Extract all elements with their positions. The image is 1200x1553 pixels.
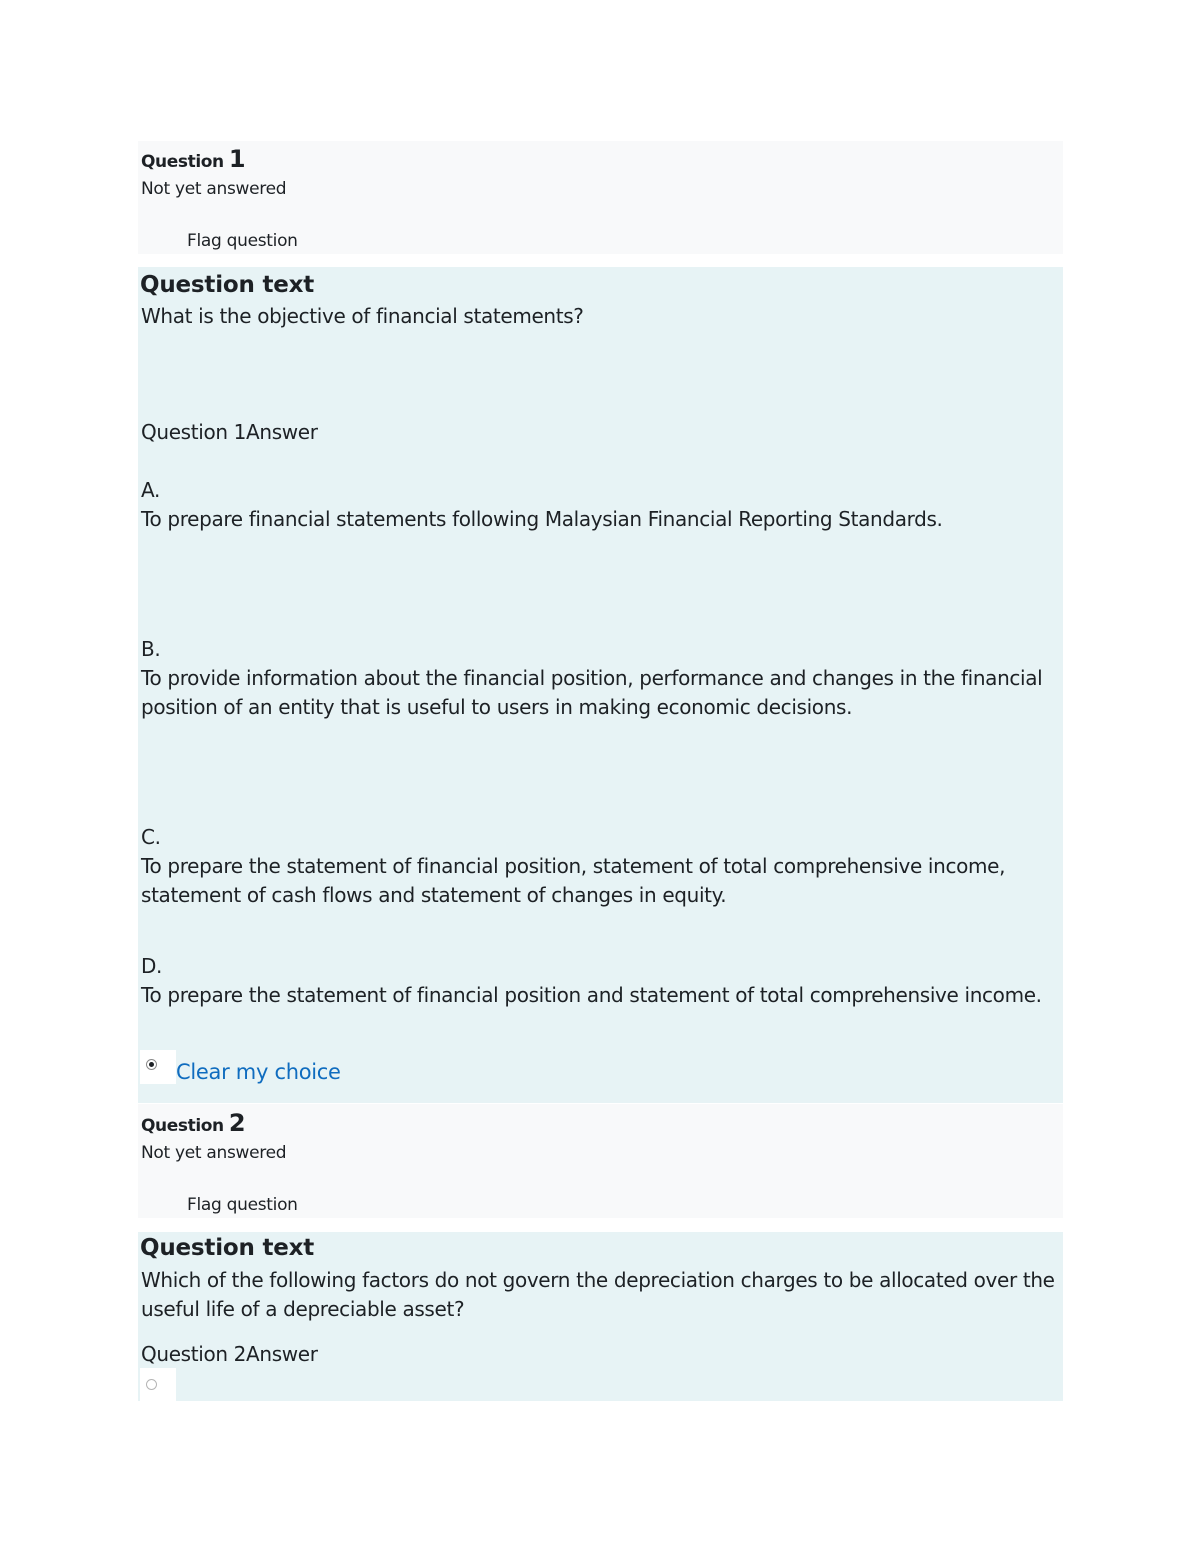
clear-choice-radio-box: [140, 1050, 176, 1084]
clear-my-choice-link[interactable]: Clear my choice: [176, 1060, 341, 1084]
option-d-text[interactable]: To prepare the statement of financial position and statement of total comprehensive income.: [141, 983, 1042, 1007]
option-a-text[interactable]: To prepare financial statements following Malaysian Financial Reporting Standards.: [141, 507, 943, 531]
question-2-state: Not yet answered: [141, 1143, 287, 1163]
question-1-number: 1: [228, 145, 246, 173]
question-1-answer-label: Question 1Answer: [141, 420, 318, 444]
question-1-flag-button[interactable]: Flag question: [187, 231, 298, 251]
question-2-label: Question: [141, 1116, 224, 1136]
option-a-letter: A.: [141, 478, 160, 502]
option-c-text[interactable]: To prepare the statement of financial position, statement of total comprehensive income, statement of cash flows and statement of changes in equity.: [141, 854, 1006, 907]
question-1-title: [141, 145, 245, 173]
question-1-label: Question: [141, 152, 224, 172]
question-2-option-radio[interactable]: [146, 1379, 157, 1390]
question-2-radio-box: [140, 1368, 176, 1401]
question-2-text-heading: Question text: [140, 1235, 315, 1261]
question-1-state: Not yet answered: [141, 179, 287, 199]
question-1-text: What is the objective of financial statements?: [141, 304, 584, 328]
question-2-title: [141, 1109, 245, 1137]
option-b-letter: B.: [141, 637, 161, 661]
option-c-letter: C.: [141, 825, 161, 849]
option-d-letter: D.: [141, 954, 163, 978]
question-1-text-heading: Question text: [140, 272, 315, 298]
question-2-text: Which of the following factors do not govern the depreciation charges to be allocated over the useful life of a depreciable asset?: [141, 1268, 1055, 1321]
clear-choice-radio[interactable]: [146, 1059, 157, 1070]
option-b-text[interactable]: To provide information about the financial position, performance and changes in the financial position of an entity that is useful to users in making economic decisions.: [141, 666, 1043, 719]
question-2-number: 2: [228, 1109, 246, 1137]
question-2-answer-label: Question 2Answer: [141, 1342, 318, 1366]
question-2-flag-button[interactable]: Flag question: [187, 1195, 298, 1215]
